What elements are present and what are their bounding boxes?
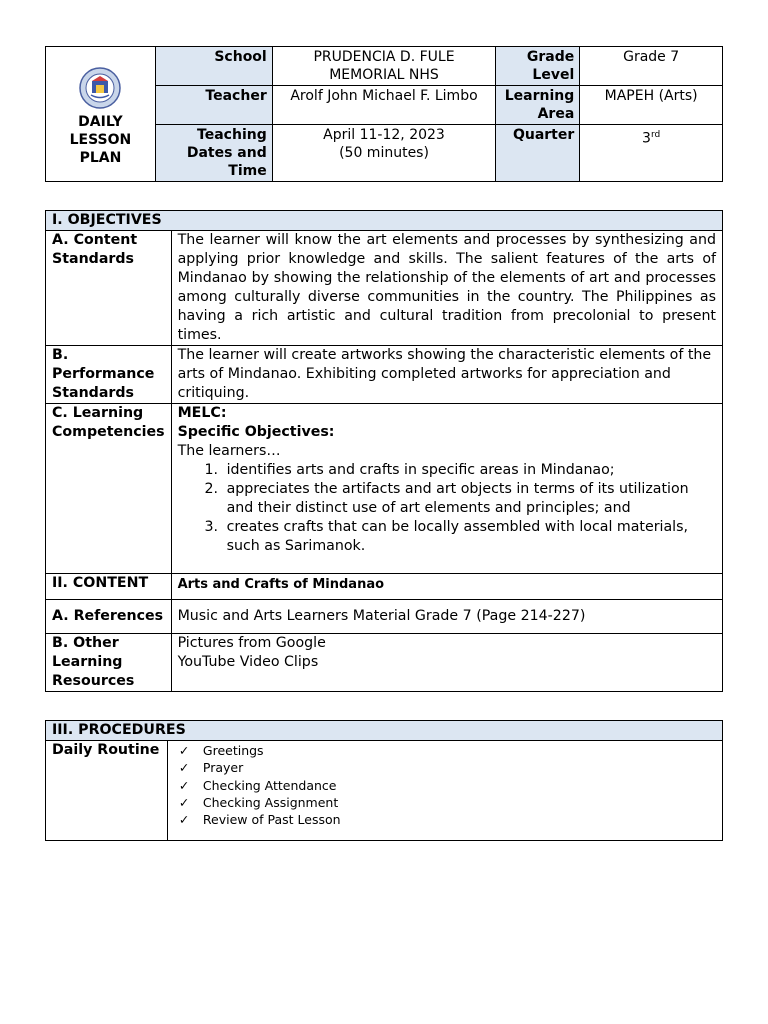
procedures-heading: III. PROCEDURES (46, 721, 723, 741)
learning-competencies-cell (171, 404, 722, 574)
objectives-heading: I. OBJECTIVES (46, 211, 723, 231)
routine-item: ✓ Checking Attendance (174, 777, 716, 794)
objective-item: 3. creates crafts that can be locally assembled with local materials, such as Sarimanok. (223, 518, 716, 556)
plan-title-1: DAILY (78, 113, 123, 130)
learners-intro: The learners… (177, 443, 281, 459)
performance-standards-label: B. Performance Standards (46, 346, 172, 404)
objectives-list (178, 461, 716, 556)
other-resources-cell (171, 634, 722, 692)
lesson-plan-header (45, 46, 723, 182)
quarter-value: 3rd (580, 125, 723, 182)
references-value: Music and Arts Learners Material Grade 7 (Page 214-227) (171, 600, 722, 634)
teacher-label: Teacher (155, 86, 272, 125)
performance-standards-text: The learner will create artworks showing the characteristic elements of the arts of Mindanao. Exhibiting completed artworks for appreciation and critiquing. (171, 346, 722, 404)
content-standards-label: A. Content Standards (46, 231, 172, 346)
routine-item: ✓ Prayer (174, 759, 716, 776)
logo-cell (46, 47, 156, 182)
objective-item: 1. identifies arts and crafts in specific areas in Mindanao; (223, 461, 716, 480)
objective-item: 2. appreciates the artifacts and art objects in terms of its utilization and their distinct use of art elements and principles; and (223, 480, 716, 518)
specific-objectives-label: Specific Objectives: (177, 424, 335, 440)
procedures-table (45, 720, 723, 841)
daily-routine-cell (167, 741, 722, 841)
resource-item: Pictures from Google (177, 635, 326, 651)
plan-title-3: PLAN (79, 149, 122, 166)
check-icon: ✓ (178, 794, 190, 810)
learning-area-value: MAPEH (Arts) (580, 86, 723, 125)
teaching-dates-value: April 11-12, 2023 (50 minutes) (272, 125, 496, 182)
content-label: II. CONTENT (46, 574, 172, 600)
routine-item: ✓ Checking Assignment (174, 794, 716, 811)
routine-list (174, 741, 716, 840)
melc-label: MELC: (177, 405, 227, 421)
teacher-value: Arolf John Michael F. Limbo (272, 86, 496, 125)
objectives-table (45, 210, 723, 692)
other-resources-label: B. Other Learning Resources (46, 634, 172, 692)
grade-label: Grade Level (496, 47, 580, 86)
teaching-dates-label: Teaching Dates and Time (155, 125, 272, 182)
references-label: A. References (46, 600, 172, 634)
daily-routine-label: Daily Routine (46, 741, 168, 841)
routine-item: ✓ Review of Past Lesson (174, 811, 716, 828)
deped-seal-icon (79, 67, 121, 109)
learning-competencies-label: C. Learning Competencies (46, 404, 172, 574)
routine-item: ✓ Greetings (174, 742, 716, 759)
school-label: School (155, 47, 272, 86)
content-value: Arts and Crafts of Mindanao (171, 574, 722, 600)
check-icon: ✓ (178, 812, 190, 828)
learning-area-label: Learning Area (496, 86, 580, 125)
school-value: PRUDENCIA D. FULE MEMORIAL NHS (272, 47, 496, 86)
resource-item: YouTube Video Clips (177, 654, 319, 670)
check-icon: ✓ (178, 760, 190, 776)
content-standards-text: The learner will know the art elements and processes by synthesizing and applying prior knowledge and skills. The salient features of the arts of Mindanao by showing the relationship of the elements of art and processes among culturally diverse communities in the country. The Philippines as having a rich artistic and cultural tradition from precolonial to present times. (171, 231, 722, 346)
check-icon: ✓ (178, 777, 190, 793)
check-icon: ✓ (178, 743, 190, 758)
grade-value: Grade 7 (580, 47, 723, 86)
quarter-label: Quarter (496, 125, 580, 182)
plan-title-2: LESSON (69, 131, 132, 148)
